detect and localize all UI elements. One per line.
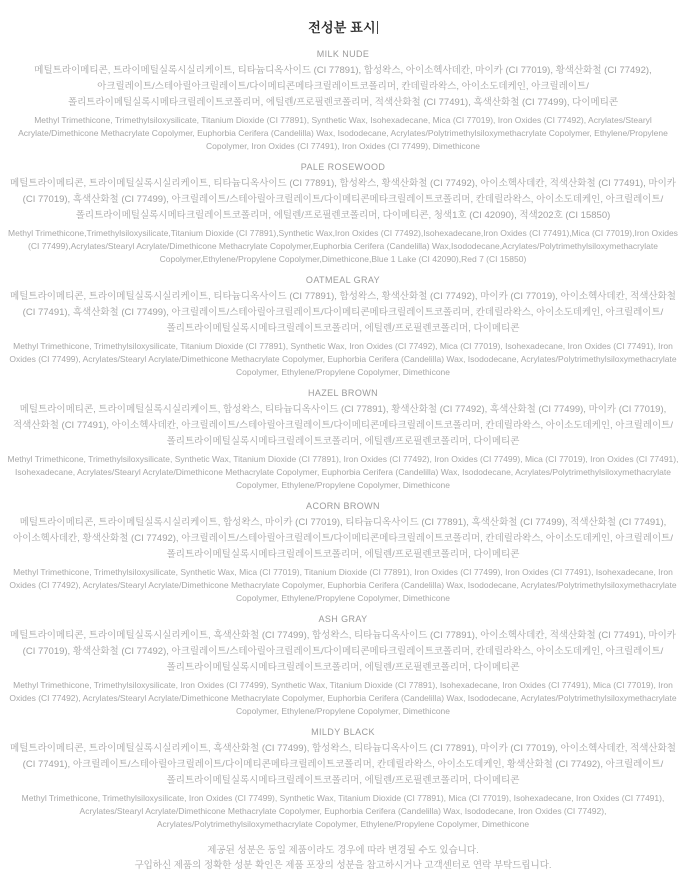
ingredients-english: Methyl Trimethicone, Trimethylsiloxysilicate, Iron Oxides (CI 77499), Synthetic Wax, Titanium Dioxide (CI 77891), Mica (CI 77019), Isohexadecane, Iron Oxides (CI 77491), Acrylates/Stearyl Acrylate/Dimethicone Methacrylate Copolymer, Euphorbia Cerifera (Candelilla) Wax, Isododecane, Iron Oxides (CI 77492), Acrylates/Polytrimethylsiloxymethacrylate Copolymer, Ethylene/Propylene Copolymer, Dimethicone bbox=[21, 793, 665, 829]
shade-name: PALE ROSEWOOD bbox=[300, 162, 386, 172]
ingredients-english: Methyl Trimethicone, Trimethylsiloxysilicate, Titanium Dioxide (CI 77891), Synthetic Wax, Iron Oxides (CI 77492), Mica (CI 77019), Isohexadecane, Iron Oxides (CI 77491), Iron Oxides (CI 77499), Acrylates/Stearyl Acrylate/Dimethicone Methacrylate Copolymer, Euphorbia Cerifera (Candelilla) Wax, Isododecane, Acrylates/Polytrimethylsiloxymethacrylate Copolymer, Ethylene/Propylene Copolymer, Dimethicone bbox=[9, 341, 677, 377]
ingredients-korean: 메틸트라이메티콘, 트라이메틸실록시실리케이트, 티타늄디옥사이드 (CI 77891), 합성왁스, 황색산화철 (CI 77492), 마이카 (CI 77019), 아이소헥사데칸, 적색산화철 (CI 77491), 흑색산화철 (CI 77499), 아크릴레이트/스테아릴아크릴레이트/다이메티콘메타크릴레이트코폴리머, 칸데릴라왁스, 아이소도데케인, 아크릴레이트/폴리트라이메틸실록시메타크릴레이트코폴리머, 에틸렌/프로필렌코폴리머, 다이메티콘 bbox=[10, 291, 676, 334]
shade-name: MILK NUDE bbox=[316, 49, 370, 59]
ingredients-korean: 메틸트라이메티콘, 트라이메틸실록시실리케이트, 합성왁스, 티타늄디옥사이드 (CI 77891), 황색산화철 (CI 77492), 흑색산화철 (CI 77499), 마이카 (CI 77019), 적색산화철 (CI 77491), 아이소헥사데칸, 아크릴레이트/스테아릴아크릴레이트/다이메티콘메타크릴레이트코폴리머, 칸데릴라왁스, 아이소도데케인, 아크릴레이트/폴리트라이메틸실록시메타크릴레이트코폴리머, 에틸렌/프로필렌코폴리머, 다이메티콘 bbox=[13, 404, 673, 447]
ingredients-korean: 메틸트라이메티콘, 트라이메틸실록시실리케이트, 합성왁스, 마이카 (CI 77019), 티타늄디옥사이드 (CI 77891), 흑색산화철 (CI 77499), 적색산화철 (CI 77491), 아이소헥사데칸, 황색산화철 (CI 77492), 아크릴레이트/스테아릴아크릴레이트/다이메티콘메타크릴레이트코폴리머, 칸데릴라왁스, 아이소도데케인, 아크릴레이트/폴리트라이메틸실록시메타크릴레이트코폴리머, 에틸렌/프로필렌코폴리머, 다이메티콘 bbox=[13, 517, 673, 560]
shade-section-mildy-black bbox=[7, 727, 679, 831]
ingredients-english: Methyl Trimethicone,Trimethylsiloxysilicate,Titanium Dioxide (CI 77891),Synthetic Wax,Iron Oxides (CI 77492),Isohexadecane,Iron Oxides (CI 77491),Mica (CI 77019),Iron Oxides (CI 77499),Acrylates/Stearyl Acrylate/Dimethicone Methacrylate Copolymer,Euphorbia Cerifera (Candelilla) Wax,Isododecane,Acrylates/Polytrimethylsiloxymethacrylate Copolymer,Ethylene/Propylene Copolymer,Dimethicone,Blue 1 Lake (CI 42090),Red 7 (CI 15850) bbox=[8, 228, 678, 264]
ingredients-english: Methyl Trimethicone, Trimethylsiloxysilicate, Synthetic Wax, Mica (CI 77019), Titanium Dioxide (CI 77891), Iron Oxides (CI 77499), Iron Oxides (CI 77491), Isohexadecane, Iron Oxides (CI 77492), Acrylates/Stearyl Acrylate/Dimethicone Methacrylate Copolymer, Euphorbia Cerifera (Candelilla) Wax, Isododecane, Acrylates/Polytrimethylsiloxymethacrylate Copolymer, Ethylene/Propylene Copolymer, Dimethicone bbox=[9, 567, 677, 603]
page-title bbox=[7, 17, 679, 36]
shade-name: ASH GRAY bbox=[318, 614, 368, 624]
shade-name: OATMEAL GRAY bbox=[305, 275, 381, 285]
ingredients-korean: 메틸트라이메티콘, 트라이메틸실록시실리케이트, 흑색산화철 (CI 77499), 합성왁스, 티타늄디옥사이드 (CI 77891), 아이소헥사데칸, 적색산화철 (CI 77491), 마이카 (CI 77019), 황색산화철 (CI 77492), 아크릴레이트/스테아릴아크릴레이트/다이메티콘메타크릴레이트코폴리머, 칸데릴라왁스, 아이소도데케인, 아크릴레이트/폴리트라이메틸실록시메타크릴레이트코폴리머, 에틸렌/프로필렌코폴리머, 다이메티콘 bbox=[10, 630, 676, 673]
text-cursor bbox=[377, 21, 378, 34]
footer-line-1: 제공된 성분은 동일 제품이라도 경우에 따라 변경될 수도 있습니다. bbox=[207, 845, 479, 856]
shade-name: ACORN BROWN bbox=[306, 501, 380, 511]
ingredients-korean: 메틸트라이메티콘, 트라이메틸실록시실리케이트, 흑색산화철 (CI 77499), 합성왁스, 티타늄디옥사이드 (CI 77891), 마이카 (CI 77019), 아이소헥사데칸, 적색산화철 (CI 77491), 아크릴레이트/스테아릴아크릴레이트/다이메티콘메타크릴레이트코폴리머, 칸데릴라왁스, 아이소도데케인, 황색산화철 (CI 77492), 아크릴레이트/폴리트라이메틸실록시메타크릴레이트코폴리머, 에틸렌/프로필렌코폴리머, 다이메티콘 bbox=[10, 743, 676, 786]
shade-section-acorn-brown bbox=[7, 501, 679, 605]
shade-name: HAZEL BROWN bbox=[307, 388, 379, 398]
footer-note bbox=[7, 843, 679, 873]
page-title-text: 전성분 표시 bbox=[308, 20, 376, 35]
ingredients-english: Methyl Trimethicone, Trimethylsiloxysilicate, Iron Oxides (CI 77499), Synthetic Wax, Titanium Dioxide (CI 77891), Isohexadecane, Iron Oxides (CI 77491), Mica (CI 77019), Iron Oxides (CI 77492), Acrylates/Stearyl Acrylate/Dimethicone Methacrylate Copolymer, Euphorbia Cerifera (Candelilla) Wax, Isododecane, Acrylates/Polytrimethylsiloxymethacrylate Copolymer, Ethylene/Propylene Copolymer, Dimethicone bbox=[9, 680, 677, 716]
shade-section-ash-gray bbox=[7, 614, 679, 718]
ingredients-korean: 메틸트라이메티콘, 트라이메틸실록시실리케이트, 티타늄디옥사이드 (CI 77891), 합성왁스, 아이소헥사데칸, 마이카 (CI 77019), 황색산화철 (CI 77492), 아크릴레이트/스테아릴아크릴레이트/다이메티콘메타크릴레이트코폴리머, 칸데릴라왁스, 아이소도데케인, 아크릴레이트/폴리트라이메틸실록시메타크릴레이트코폴리머, 에틸렌/프로필렌코폴리머, 적색산화철 (CI 77491), 흑색산화철 (CI 77499), 다이메티콘 bbox=[34, 65, 652, 108]
shade-section-pale-rosewood bbox=[7, 162, 679, 266]
ingredients-english: Methyl Trimethicone, Trimethylsiloxysilicate, Synthetic Wax, Titanium Dioxide (CI 77891), Iron Oxides (CI 77492), Iron Oxides (CI 77499), Mica (CI 77019), Iron Oxides (CI 77491), Isohexadecane, Acrylates/Stearyl Acrylate/Dimethicone Methacrylate Copolymer, Euphorbia Cerifera (Candelilla) Wax, Isododecane, Acrylates/Polytrimethylsiloxymethacrylate Copolymer, Ethylene/Propylene Copolymer, Dimethicone bbox=[7, 454, 679, 490]
footer-line-2: 구입하신 제품의 정확한 성분 확인은 제품 포장의 성분을 참고하시거나 고객센터로 연락 부탁드립니다. bbox=[134, 860, 552, 871]
ingredients-english: Methyl Trimethicone, Trimethylsiloxysilicate, Titanium Dioxide (CI 77891), Synthetic Wax, Isohexadecane, Mica (CI 77019), Iron Oxides (CI 77492), Acrylates/Stearyl Acrylate/Dimethicone Methacrylate Copolymer, Euphorbia Cerifera (Candelilla) Wax, Isododecane, Acrylates/Polytrimethylsiloxymethacrylate Copolymer, Ethylene/Propylene Copolymer, Iron Oxides (CI 77491), Iron Oxides (CI 77499), Dimethicone bbox=[18, 115, 668, 151]
shade-section-oatmeal-gray bbox=[7, 275, 679, 379]
shade-section-milk-nude bbox=[7, 49, 679, 153]
ingredients-korean: 메틸트라이메티콘, 트라이메틸실록시실리케이트, 티타늄디옥사이드 (CI 77891), 합성왁스, 황색산화철 (CI 77492), 아이소헥사데칸, 적색산화철 (CI 77491), 마이카 (CI 77019), 흑색산화철 (CI 77499), 아크릴레이트/스테아릴아크릴레이트/다이메티콘메타크릴레이트코폴리머, 칸데릴라왁스, 아이소도데케인, 아크릴레이트/폴리트라이메틸실록시메타크릴레이트코폴리머, 에틸렌/프로필렌코폴리머, 다이메티콘, 청색1호 (CI 42090), 적색202호 (CI 15850) bbox=[10, 178, 676, 221]
shade-name: MILDY BLACK bbox=[311, 727, 375, 737]
shade-section-hazel-brown bbox=[7, 388, 679, 492]
